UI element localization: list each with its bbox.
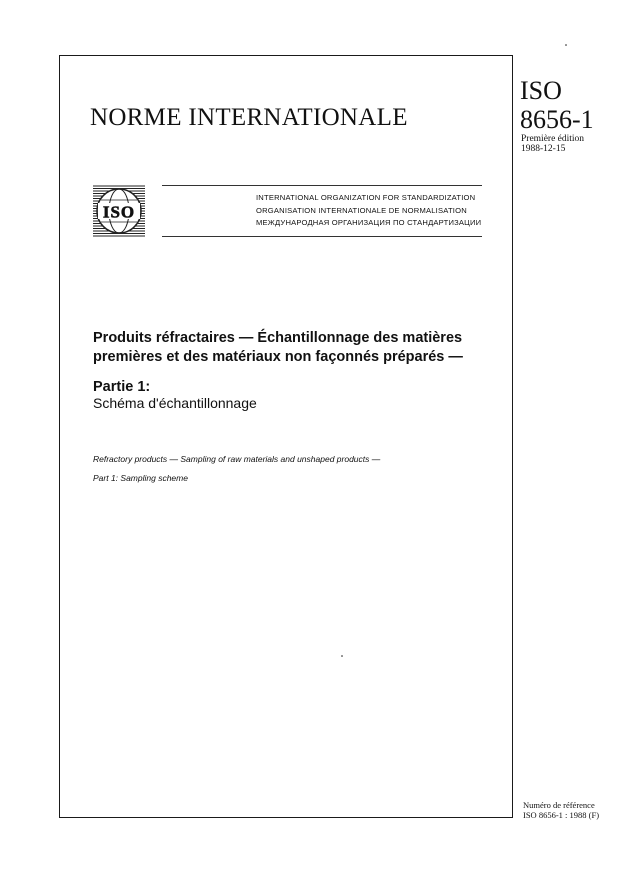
edition-info	[521, 134, 584, 154]
organization-names	[256, 192, 481, 230]
english-title: Refractory products — Sampling of raw materials and unshaped products —	[93, 454, 381, 464]
edition-label: Première édition	[521, 134, 585, 144]
reference-code: ISO 8656-1 : 1988 (F)	[523, 810, 600, 820]
french-title-line2: premières et des matériaux non façonnés préparés —	[93, 349, 463, 365]
org-name-en: INTERNATIONAL ORGANIZATION FOR STANDARDIZATION	[256, 193, 476, 202]
reference-label: Numéro de référence	[523, 800, 595, 810]
divider-bottom	[162, 236, 482, 237]
standard-code: 8656-1	[520, 105, 594, 134]
french-title	[93, 329, 463, 367]
french-title-line1: Produits réfractaires — Échantillonnage des matières	[93, 330, 463, 346]
org-name-fr: ORGANISATION INTERNATIONALE DE NORMALISATION	[256, 205, 467, 215]
iso-logo-icon	[92, 184, 146, 238]
part-title: Schéma d'échantillonnage	[93, 395, 257, 411]
page-border	[59, 55, 513, 818]
divider-top	[162, 185, 482, 186]
edition-date: 1988-12-15	[521, 144, 566, 154]
scan-speck	[341, 655, 343, 657]
standard-number	[520, 76, 594, 134]
english-part-title: Part 1: Sampling scheme	[93, 473, 188, 483]
part-label: Partie 1:	[93, 379, 151, 395]
org-name-ru: МЕЖДУНАРОДНАЯ ОРГАНИЗАЦИЯ ПО СТАНДАРТИЗАЦИИ	[256, 218, 482, 227]
document-type-title: NORME INTERNATIONALE	[90, 104, 408, 131]
scan-speck	[565, 44, 567, 46]
iso-logo-text: ISO	[102, 202, 136, 222]
reference-number	[523, 800, 599, 820]
standard-prefix: ISO	[520, 76, 562, 105]
